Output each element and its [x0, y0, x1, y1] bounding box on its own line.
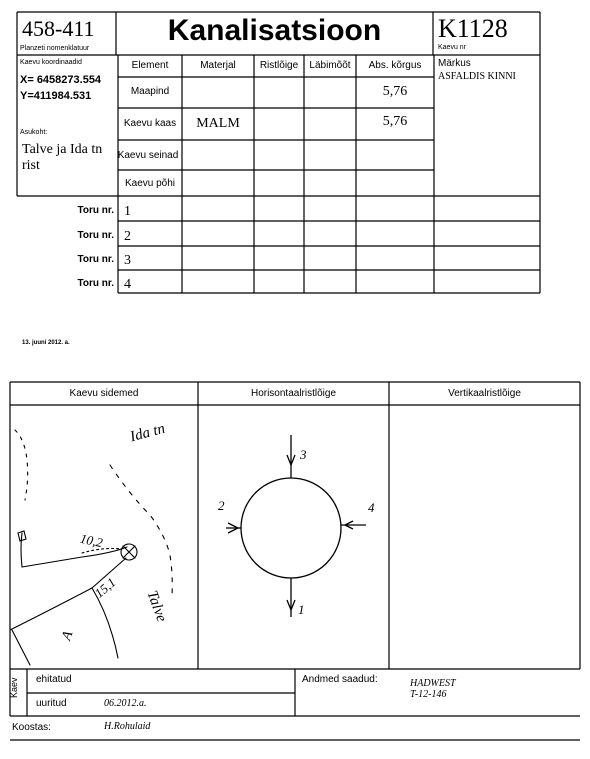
pipe-label-2: Toru nr. — [77, 230, 114, 241]
pipe-dir-2: 2 — [218, 498, 225, 513]
location-line-1: Talve ja Ida tn — [22, 142, 103, 157]
source-label: Andmed saadud: — [302, 674, 378, 685]
street-label-ida: Ida tn — [128, 420, 167, 446]
distance-label-2: 15,1 — [91, 574, 119, 601]
row-material-cover: MALM — [196, 116, 240, 131]
pipe-dir-4: 4 — [368, 500, 375, 515]
author-label: Koostas: — [12, 722, 51, 733]
coord-x: X= 6458273.554 — [20, 74, 102, 86]
source-value-2: T-12-146 — [410, 689, 447, 700]
pipe-number-2: 2 — [124, 229, 131, 244]
author-value: H.Rohulaid — [104, 721, 151, 732]
pipe-number-3: 3 — [124, 253, 131, 268]
street-label-talve: Talve — [143, 588, 170, 625]
horizontal-section-drawing — [198, 405, 389, 669]
surveyed-label: uuritud — [36, 698, 67, 709]
sheet-number-label: Planzeti nomenklatuur — [20, 45, 90, 52]
panel-title-vertical: Vertikaalristlõige — [448, 388, 521, 399]
well-id-label: Kaevu nr — [438, 44, 467, 51]
pipe-dir-3: 3 — [300, 447, 307, 462]
remarks-label: Märkus — [438, 58, 471, 69]
location-label: Asukoht: — [20, 129, 48, 136]
col-header-element: Element — [131, 60, 169, 71]
pipe-dir-1: 1 — [298, 602, 305, 617]
location-line-2: rist — [22, 158, 40, 173]
pipe-label-1: Toru nr. — [77, 205, 114, 216]
coords-label: Kaevu koordinaadid — [20, 59, 82, 66]
col-header-material: Materjal — [200, 60, 236, 71]
date-stamp: 13. juuni 2012. a. — [22, 340, 70, 346]
panel-title-connections: Kaevu sidemed — [69, 388, 139, 399]
distance-label-1: 10,2 — [78, 530, 105, 551]
panel-title-horizontal: Horisontaalristlõige — [250, 388, 337, 399]
row-element-ground: Maapind — [130, 86, 170, 97]
row-elevation-cover: 5,76 — [382, 114, 408, 129]
surveyed-value: 06.2012.a. — [104, 698, 147, 709]
built-label: ehitatud — [36, 674, 72, 685]
sheet-number: 458-411 — [22, 16, 95, 41]
pipe-number-1: 1 — [124, 204, 131, 219]
pipe-label-4: Toru nr. — [77, 278, 114, 289]
col-header-cross-section: Ristlõige — [259, 60, 299, 71]
col-header-elevation: Abs. kõrgus — [368, 60, 422, 71]
remarks-text: ASFALDIS KINNI — [438, 71, 516, 82]
pipe-number-4: 4 — [124, 277, 131, 292]
pipe-label-3: Toru nr. — [77, 254, 114, 265]
row-element-walls: Kaevu seinad — [117, 150, 179, 161]
row-element-bottom: Kaevu põhi — [124, 178, 176, 189]
source-value-1: HADWEST — [410, 678, 456, 689]
col-header-diameter: Läbimõõt — [309, 60, 351, 71]
row-element-cover: Kaevu kaas — [123, 118, 177, 129]
building-mark: A — [59, 629, 77, 643]
page-title: Kanalisatsioon — [167, 14, 382, 47]
footer-vertical-label: Kaev — [9, 677, 19, 698]
row-elevation-ground: 5,76 — [382, 84, 408, 99]
coord-y: Y=411984.531 — [20, 90, 92, 102]
well-id: K1128 — [438, 14, 508, 43]
